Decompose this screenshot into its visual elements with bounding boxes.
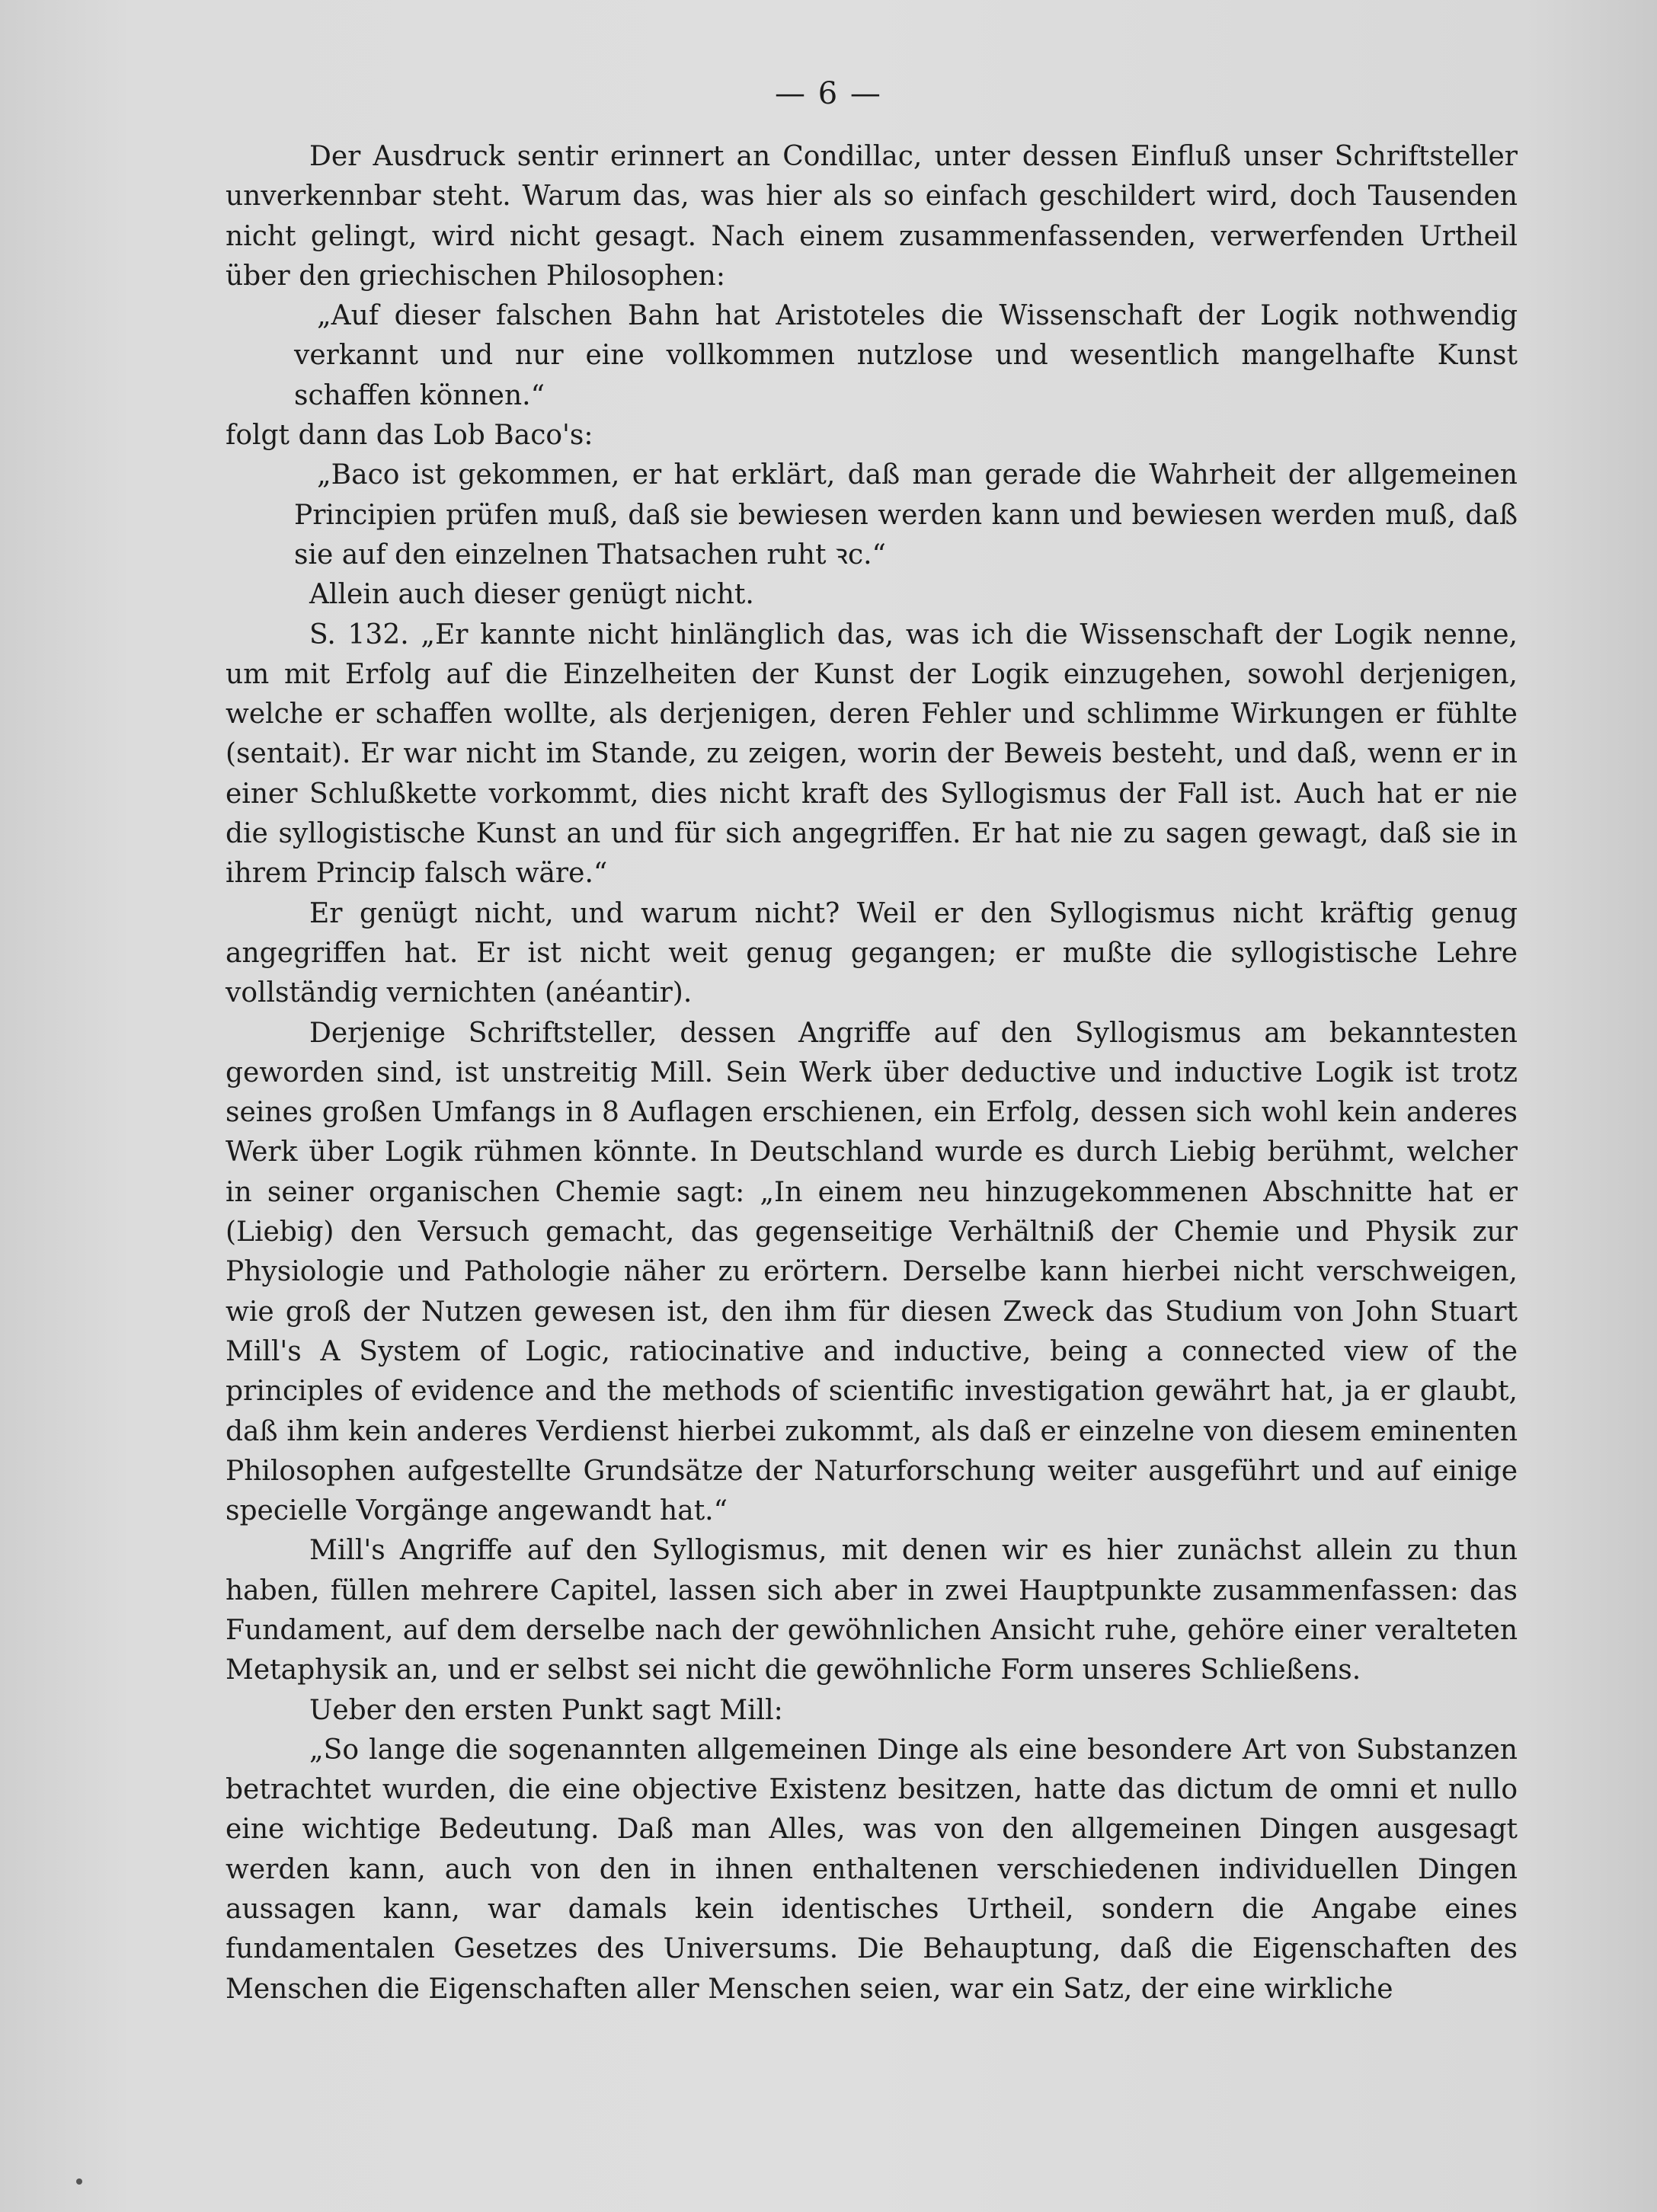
paragraph: Der Ausdruck sentir erinnert an Condillac, unter dessen Einfluß unser Schriftsteller unverkennbar steht. Warum das, was hier als so einfach geschildert wird, doch Tausenden nicht gelingt, wird nicht gesagt. Nach einem zusammenfassenden, verwerfenden Urtheil über den griechischen Philosophen: xyxy=(226,141,1518,292)
paragraph: folgt dann das Lob Baco's: xyxy=(226,420,593,452)
ink-speck xyxy=(76,2178,82,2185)
paragraph: Allein auch dieser genügt nicht. xyxy=(309,579,754,611)
page-number: — 6 — xyxy=(775,76,882,111)
paragraph: S. 132. „Er kannte nicht hinlänglich das, was ich die Wissenschaft der Logik nenne, um mit Erfolg auf die Einzelheiten der Kunst der Logik einzugehen, sowohl derjenigen, welche er schaffen wollte, als derjenigen, deren Fehler und schlimme Wirkungen er fühlte (sentait). Er war nicht im Stande, zu zeigen, worin der Beweis besteht, und daß, wenn er in einer Schlußkette vorkommt, dies nicht kraft des Syllogismus der Fall ist. Auch hat er nie die syllogistische Kunst an und für sich angegriffen. Er hat nie zu sagen gewagt, daß sie in ihrem Princip falsch wäre.“ xyxy=(226,619,1518,890)
block-quote: „Auf dieser falschen Bahn hat Aristoteles die Wissenschaft der Logik nothwendig verkannt und nur eine vollkommen nutzlose und wesentlich mangelhafte Kunst schaffen können.“ xyxy=(294,300,1518,411)
paragraph: Er genügt nicht, und warum nicht? Weil er den Syllogismus nicht kräftig genug angegriffen hat. Er ist nicht weit genug gegangen; er mußte die syllogistische Lehre vollständig vernichten (anéantir). xyxy=(226,897,1518,1009)
page-text xyxy=(226,137,1518,2009)
block-quote: „Baco ist gekommen, er hat erklärt, daß man gerade die Wahrheit der allgemeinen Principien prüfen muß, daß sie bewiesen werden kann und bewiesen werden muß, daß sie auf den einzelnen Thatsachen ruht ꝛc.“ xyxy=(294,459,1518,571)
paragraph: „So lange die sogenannten allgemeinen Dinge als eine besondere Art von Substanzen betrachtet wurden, die eine objective Existenz besitzen, hatte das dictum de omni et nullo eine wichtige Bedeutung. Daß man Alles, was von den allgemeinen Dingen ausgesagt werden kann, auch von den in ihnen enthaltenen verschiedenen individuellen Dingen aussagen kann, war damals kein identisches Urtheil, sondern die Angabe eines fundamentalen Gesetzes des Universums. Die Behauptung, daß die Eigenschaften des Menschen die Eigenschaften aller Menschen seien, war ein Satz, der eine wirkliche xyxy=(226,1734,1518,2005)
paragraph: Ueber den ersten Punkt sagt Mill: xyxy=(309,1694,783,1726)
paragraph: Mill's Angriffe auf den Syllogismus, mit denen wir es hier zunächst allein zu thun haben, füllen mehrere Capitel, lassen sich aber in zwei Hauptpunkte zusammenfassen: das Fundament, auf dem derselbe nach der gewöhnlichen Ansicht ruhe, gehöre einer veralteten Metaphysik an, und er selbst sei nicht die gewöhnliche Form unseres Schließens. xyxy=(226,1535,1518,1686)
paragraph: Derjenige Schriftsteller, dessen Angriffe auf den Syllogismus am bekanntesten geworden sind, ist unstreitig Mill. Sein Werk über deductive und inductive Logik ist trotz seines großen Umfangs in 8 Auflagen erschienen, ein Erfolg, dessen sich wohl kein anderes Werk über Logik rühmen könnte. In Deutschland wurde es durch Liebig berühmt, welcher in seiner organischen Chemie sagt: „In einem neu hinzugekommenen Abschnitte hat er (Liebig) den Versuch gemacht, das gegenseitige Verhältniß der Chemie und Physik zur Physiologie und Pathologie näher zu erörtern. Derselbe kann hierbei nicht verschweigen, wie groß der Nutzen gewesen ist, den ihm für diesen Zweck das Studium von John Stuart Mill's A System of Logic, ratiocinative and inductive, being a connected view of the principles of evidence and the methods of scientific investigation gewährt hat, ja er glaubt, daß ihm kein anderes Verdienst hierbei zukommt, als daß er einzelne von diesem eminenten Philosophen aufgestellte Grundsätze der Naturforschung weiter ausgeführt und auf einige specielle Vorgänge angewandt hat.“ xyxy=(226,1017,1518,1527)
